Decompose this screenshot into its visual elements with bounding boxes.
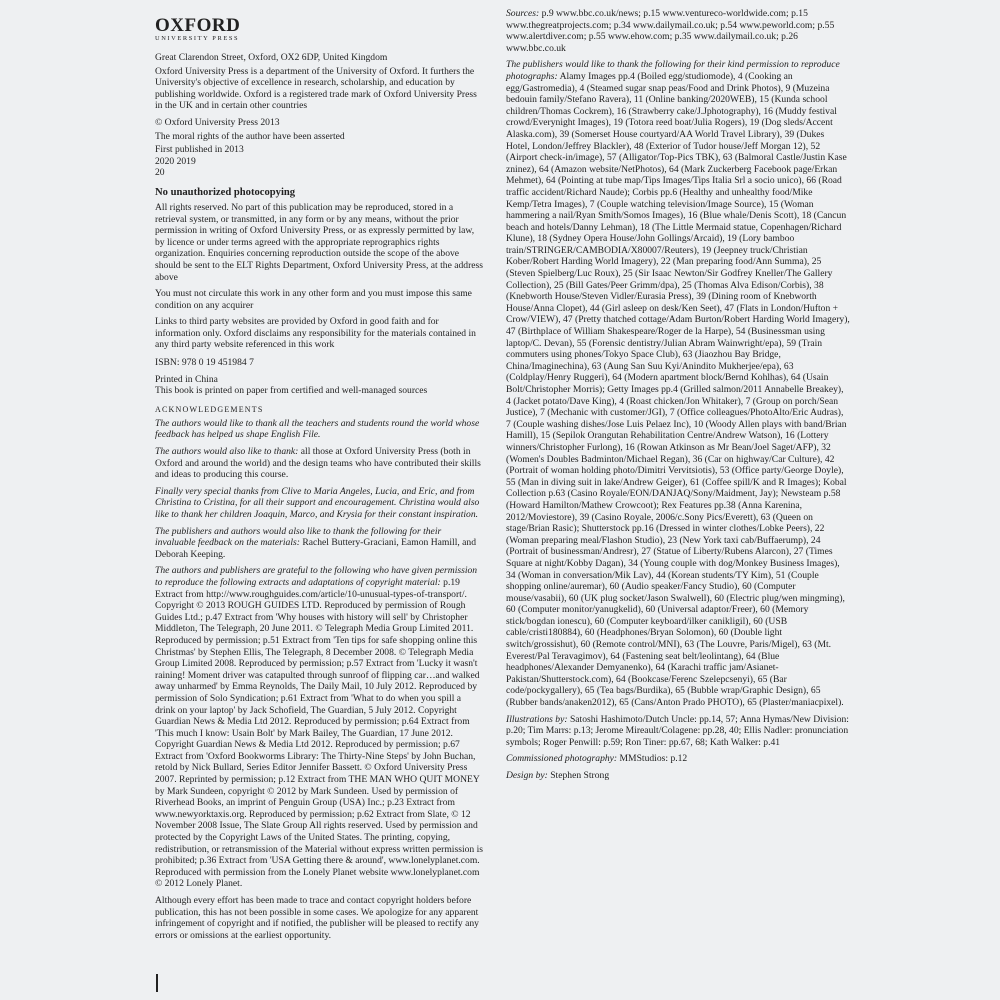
ack-feedback-intro: The publishers and authors would also like to thank the following for their invaluable feedback on the materials:: [155, 525, 442, 549]
effort-notice: Although every effort has been made to trace and contact copyright holders before publication, this has not been possible in some cases. We apologize for any apparent infringement of copyright and if notified, the publisher will be pleased to rectify any errors or omissions at the earliest opportunity.: [155, 895, 479, 941]
ack-feedback-text: Rachel Buttery-Graciani, Eamon Hamill, and Deborah Keeping.: [155, 537, 477, 560]
photo-credits: [506, 59, 850, 708]
illustration-credits: [506, 714, 850, 749]
ack-teachers: The authors would like to thank all the teachers and students round the world whose feedback has helped us shape English File.: [155, 417, 480, 441]
design-text: Stephen Strong: [547, 770, 610, 781]
ack-feedback: [155, 526, 483, 561]
first-published: First published in 2013: [155, 144, 244, 156]
acknowledgements-heading: ACKNOWLEDGEMENTS: [155, 404, 264, 414]
unauthorized-heading: No unauthorized photocopying: [155, 186, 296, 198]
about-oup: Oxford University Press is a department of the University of Oxford. It furthers the University's objective of excellence in research, scholarship, and education by publishing worldwide. Oxford is a registered trade mark of Oxford University Press in the UK and in certain other countries: [155, 65, 477, 112]
ack-also-intro: The authors would also like to thank:: [155, 446, 299, 458]
print-years: 2020 2019: [155, 155, 196, 167]
commissioned-intro: Commissioned photography:: [506, 753, 618, 765]
permissions-intro: The authors and publishers are grateful to the following who have given permission to reproduce the following extracts and adaptations of copyright material:: [155, 565, 478, 588]
moral-rights: The moral rights of the author have been asserted: [155, 130, 345, 142]
ack-also-text: all those at Oxford University Press (both in Oxford and around the world) and the design teams who have contributed their skills and ideas to producing this course.: [155, 446, 481, 481]
ack-also: [155, 446, 483, 481]
show-through-print: ​: [864, 40, 875, 70]
print-number: 20: [155, 167, 165, 179]
circulation-notice: You must not circulate this work in any other form and you must impose this same condition on any acquirer: [155, 288, 472, 311]
sources: [506, 8, 850, 54]
permissions: [155, 565, 483, 890]
rights-reserved: All rights reserved. No part of this publication may be reproduced, stored in a retrieval system, or transmitted, in any form or by any means, without the prior permission in writing of Oxford University Press, or as expressly permitted by law, by licence or under terms agreed with the appropriate reprographics rights organization. Enquiries concerning reproduction outside the scope of the above should be sent to the ELT Rights Department, Oxford University Press, at the address above: [155, 201, 484, 283]
sources-text: p.9 www.bbc.co.uk/news; p.15 www.ventureco-worldwide.com; p.15 www.thegreatprojects.com; p.34 www.dailymail.co.uk; p.54 www.peworld.com; p.55 www.alertdiver.com; p.55 www.ehow.com; p.35 www.dailymail.co.uk; p.26 www.bbc.co.uk: [506, 8, 835, 54]
permissions-text: p.19 Extract from http://www.roughguides.com/article/10-unusual-types-of-transport/. Copyright © 2013 ROUGH GUIDES LTD. Reproduced by permission of Rough Guides Ltd.; p.47 Extract from 'Why houses with history will sell' by Christopher Middleton, The Telegraph, 20 June 2011. © Telegraph Media Group Limited 2011. Reproduced by permission; p.51 Extract from 'Ten tips for safe shopping online this Christmas' by Stephen Ellis, The Telegraph, 8 December 2008. © Telegraph Media Group Limited 2008. Reproduced by permission; p.57 Extract from 'Lucky it wasn't raining! Moment driver was catapulted through sunroof of flipping car…and walked away unharmed' by Emma Reynolds, The Daily Mail, 10 July 2012. Reproduced by permission of Solo Syndication; p.61 Extract from 'What to do when you spill a drink on your laptop' by Jack Schofield, The Guardian, 5 July 2012. Copyright Guardian News & Media Ltd 2012. Reproduced by permission; p.64 Extract from 'This much I know: Usain Bolt' by Mark Bailey, The Guardian, 17 June 2012. Copyright Guardian News & Media Ltd 2012. Reproduced by permission; p.67 Extract from 'Oxford Bookworms Library: The Thirty-Nine Steps' by John Buchan, retold by Nick Bullard, Series Editor Jennifer Bassett. © Oxford University Press 2007. Reprinted by permission; p.12 Extract from THE MAN WHO QUIT MONEY by Mark Sundeen, copyright © 2012 by Mark Sundeen. Used by permission of Riverhead Books, an imprint of Penguin Group (USA) Inc.; p.23 Extract from www.newyorktaxis.org. Reproduced by permission; p.62 Extract from Slate, © 12 November 2008 Issue, The Slate Group All rights reserved. Used by permission and protected by the Copyright Laws of the United States. The printing, copying, redistribution, or retransmission of the Material without express written permission is prohibited; p.36 Extract from 'USA Getting there & around', www.lonelyplanet.com. Reproduced with permission from the Lonely Planet website www.lonelyplanet.com © 2012 Lonely Planet.: [155, 576, 483, 890]
photo-credits-text: Alamy Images pp.4 (Boiled egg/studiomode), 4 (Cooking an egg/Gastromedia), 4 (Steamed sugar snap peas/Food and Drink Photos), 9 (Muzeina bedouin family/Stefano Ravera), 11 (Online banking/2020WEB), 15 (Kunda school children/Thomas Cockrem), 16 (Strawberry cake/J.Jphotography), 16 (Muddy festival crowd/Everynight Images), 19 (Totora reed boat/Julia Rogers), 19 (Dog sleds/Accent Alaska.com), 39 (Somerset House courtyard/AA World Travel Library), 39 (Dukes Hotel, London/Jeffrey Blackler), 48 (Exterior of Tudor house/Jeff Morgan 12), 52 (Airport check-in/image), 57 (Alligator/Top-Pics TBK), 63 (Balmoral Castle/Justin Kase zninez), 64 (Amazon website/NetPhotos), 64 (Mark Zuckerberg Facebook page/Erkan Mehmet), 64 (Pointing at tube map/Tips Images/Tips Italia Srl a socio unico), 66 (Road traffic accident/Richard Naude); Corbis pp.6 (Healthy and unhealthy food/Mike Kemp/Tetra Images), 7 (Couple watching television/Image Source), 15 (Woman hammering a nail/Ryan Smith/Somos Images), 16 (Blue whale/Denis Scott), 18 (Cancun beach and hotels/Danny Lehman), 18 (The Little Mermaid statue, Copenhagen/Richard Klune), 18 (Sydney Opera House/John Gollings/Arcaid), 19 (Lory bamboo train/STRINGER/CAMBODIA/X80007/Reuters), 19 (Jeepney truck/Christian Kober/Robert Harding World Imagery), 22 (Man preparing food/Ann Summa), 25 (Steven Spielberg/Luc Roux), 25 (Sir Isaac Newton/Sir Godfrey Kneller/The Gallery Collection), 25 (Bill Gates/Peer Grimm/dpa), 25 (Thomas Alva Edison/Corbis), 38 (Knebworth House/Steven Vidler/Eurasia Press), 39 (Dining room of Knebworth House/Anna Clopet), 44 (Girl asleep on desk/Ken Seet), 47 (Flats in London/Hufton + Crow/VIEW), 47 (Pretty thatched cottage/Adam Burton/Robert Harding World Imagery), 47 (Birthplace of William Shakespeare/Roger de la Harpe), 54 (Businessman using laptop/C. Devan), 55 (Forensic dentistry/Julian Abram Wainwright/epa), 59 (Train commuters using phones/Tokyo Space Club), 63 (Jiaozhou Bay Bridge, China/Imaginechina), 63 (Aung San Suu Kyi/Anindito Mukherjee/epa), 63 (Coldplay/Henry Ruggeri), 64 (Modern apartment block/Bernd Kohlhas), 64 (Usain Bolt/Christopher Morris); Getty Images pp.4 (Grilled salmon/2011 Annabelle Breakey), 4 (Jacket potato/Dave King), 4 (Roast chicken/Jon Whitaker), 7 (Group on porch/Sean Justice), 7 (Mechanic with customer/JGI), 7 (Office colleagues/PhotoAlto/Eric Audras), 7 (Couple washing dishes/Jose Luis Pelaez Inc), 10 (Woody Allen plays with band/Brian Hamill), 15 (Sepilok Orangutan Rehabilitation Centre/Andrew Watson), 16 (Lottery winners/Christopher Furlong), 16 (Rowan Atkinson as Mr Bean/Joel Saget/AFP), 32 (Women's Doubles Badminton/Michael Regan), 36 (Car on highway/Car Culture), 42 (Portrait of woman holding photo/Dimitri Vervitsiotis), 53 (Office party/George Doyle), 55 (Man in diving suit in lake/Andrew Geiger), 61 (Coffee spill/K and R Images); Kobal Collection p.63 (Casino Royale/EON/DANJAQ/Sony/Maidment, Jay); Newsteam p.58 (Howard Hamilton/Mathew Crowcoot); Rex Features pp.38 (Anna Karenina, 2012/Moviestore), 39 (Casino Royale, 2006/c.Sony Pics/Everett), 63 (Queen on stage/Brian Rasic); Shutterstock pp.16 (Dressed in winter clothes/Lobke Peers), 22 (Woman preparing meal/Flashon Studio), 23 (New York taxi cab/Buffaerump), 24 (Portrait of businessman/Andresr), 27 (Statue of Liberty/Rubens Alarcon), 27 (Times Square at night/Kobby Dagan), 34 (Young couple with dog/Monkey Business Images), 34 (Woman in conversation/Mik Lav), 44 (Korean students/TY Kim), 51 (Couple shopping online/auremar), 60 (Audio speaker/Fancy Studio), 60 (Computer mouse/vasabii), 60 (UK plug socket/Jason Swalwell), 60 (Electric plug/wen mingming), 60 (Computer monitor/yanugkelid), 60 (Universal adaptor/Freer), 60 (Memory stick/bogdan ionescu), 60 (Computer keyboard/ilker canikligil), 60 (USB cable/cristi180884), 60 (Headphones/Bryan Solomon), 60 (Double light switch/grossishut), 60 (Remote control/MNI), 63 (The Louvre, Paris/Migel), 63 (Mt. Everest/Pal Teravagimov), 64 (Fastening seat belt/leolintang), 64 (Blue headphones/Alexander Demyanenko), 64 (Karachi traffic jam/Asianet-Pakistan/Shutterstock.com), 64 (Bookcase/Ferenc Szelepcsenyi), 65 (Bar code/pockygallery), 65 (Tea bags/Burdika), 65 (Bubble wrap/Graphic Design), 65 (Rubber bands/anaken2012), 65 (Cans/Anton Prado PHOTO), 65 (Plaster/maniacpixel).: [506, 70, 850, 709]
photo-credits-intro: The publishers would like to thank the following for their kind permission to reproduce photographs:: [506, 59, 840, 82]
design-intro: Design by:: [506, 770, 548, 781]
ack-special: Finally very special thanks from Clive to Maria Angeles, Lucia, and Eric, and from Christina to Cristina, for all their support and encouragement. Christina would also like to thank her children Joaquin, Marco, and Krysia for their constant inspiration.: [155, 485, 480, 520]
illustration-credits-text: Satoshi Hashimoto/Dutch Uncle: pp.14, 57; Anna Hymas/New Division: p.20; Tim Marrs: p.13; Jerome Mireault/Colagene: pp.28, 40; Ellis Nadler: pronunciation symbols; Roger Penwill: p.59; Ron Tiner: pp.67, 68; Kath Walker: p.41: [506, 713, 849, 748]
commissioned-photography: [506, 753, 850, 765]
isbn: ISBN: 978 0 19 451984 7: [155, 357, 254, 369]
sources-intro: Sources:: [506, 8, 540, 19]
commissioned-text: MMStudios: p.12: [617, 753, 688, 765]
margin-rule: [156, 974, 158, 992]
right-column: [506, 8, 850, 787]
address: Great Clarendon Street, Oxford, OX2 6DP, United Kingdom: [155, 52, 388, 63]
design-credit: [506, 770, 850, 782]
paper-notice: This book is printed on paper from certified and well-managed sources: [155, 385, 428, 397]
copyright-line: © Oxford University Press 2013: [155, 116, 280, 128]
publisher-logo: OXFORD: [155, 15, 241, 36]
illustration-credits-intro: Illustrations by:: [506, 713, 568, 725]
third-party-links: Links to third party websites are provided by Oxford in good faith and for information only. Oxford disclaims any responsibility for the materials contained in any third party website referenced in this work: [155, 316, 476, 351]
left-column: [155, 8, 483, 946]
printed-in: Printed in China: [155, 373, 218, 385]
publisher-logo-subtitle: UNIVERSITY PRESS: [155, 35, 240, 42]
